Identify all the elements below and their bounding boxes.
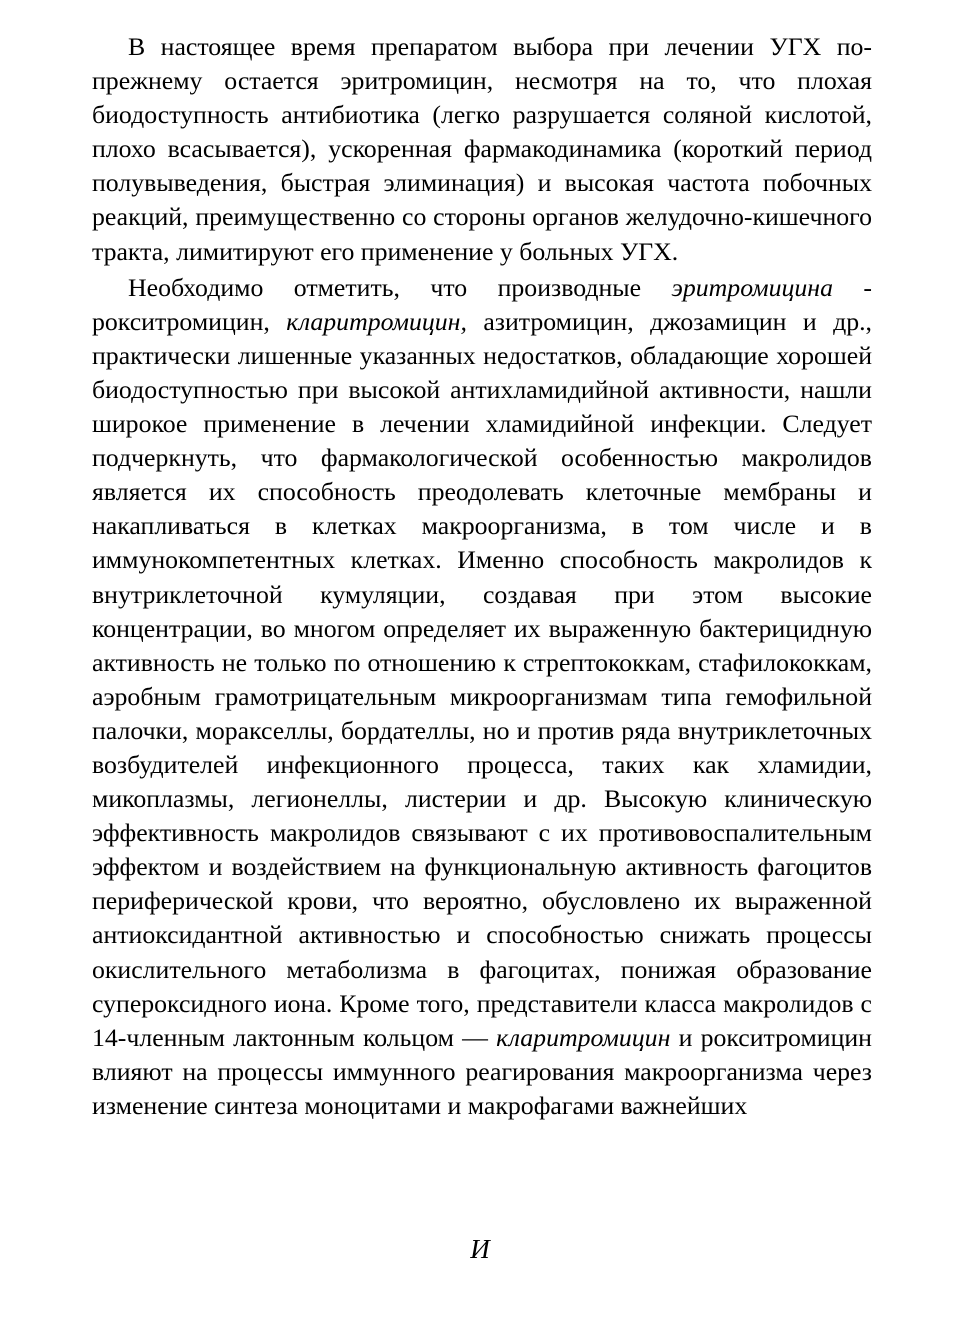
text-run: Необходимо отметить, что производные	[128, 272, 672, 302]
italic-term: кларитромицин,	[286, 306, 467, 336]
page-number: И	[470, 1234, 490, 1264]
text-run: и рокситромицин влияют на процессы иммунного реагирования макроорганизма через изменение синтеза моноцитами и макрофагами важнейших	[92, 1022, 872, 1120]
italic-term: эритромицина	[671, 272, 833, 302]
paragraph	[92, 271, 872, 1123]
italic-term: кларитромицин	[496, 1022, 671, 1052]
text-run: В настоящее время препаратом выбора при лечении УГХ по-прежнему остается эритромицин, несмотря на то, что плохая биодоступность антибиотика (легко разрушается соляной кислотой, плохо всасывается), ускоренная фармакодинамика (короткий период полувыведения, быстрая элиминация) и высокая частота побочных реакций, преимущественно со стороны органов желудочно-кишечного тракта, лимитируют его применение у больных УГХ.	[92, 32, 872, 266]
text-run: - рокситромицин,	[92, 272, 872, 336]
paragraph	[92, 30, 872, 269]
body-text	[92, 30, 872, 1123]
text-run: азитромицин, джозамицин и др., практически лишенные указанных недостатков, обладающие хорошей биодоступностью при высокой антихламидийной активности, нашли широкое применение в лечении хламидийной инфекции. Следует подчеркнуть, что фармакологической особенностью макролидов является их способность преодолевать клеточные мембраны и накапливаться в клетках макроорганизма, в том числе и в иммунокомпетентных клетках. Именно способность макролидов к внутриклеточной кумуляции, создавая при этом высокие концентрации, во многом определяет их выраженную бактерицидную активность не только по отношению к стрептококкам, стафилококкам, аэробным грамотрицательным микроорганизмам типа гемофильной палочки, моракселлы, бордателлы, но и против ряда внутриклеточных возбудителей инфекционного процесса, таких как хламидии, микоплазмы, легионеллы, листерии и др. Высокую клиническую эффективность макролидов связывают с их противовоспалительным эффектом и воздействием на функциональную активность фагоцитов периферической крови, что вероятно, обусловлено их выраженной антиоксидантной активностью и способностью снижать процессы окислительного метаболизма в фагоцитах, понижая образование супероксидного иона. Кроме того, представители класса макролидов с 14-членным лактонным кольцом —	[92, 306, 872, 1052]
